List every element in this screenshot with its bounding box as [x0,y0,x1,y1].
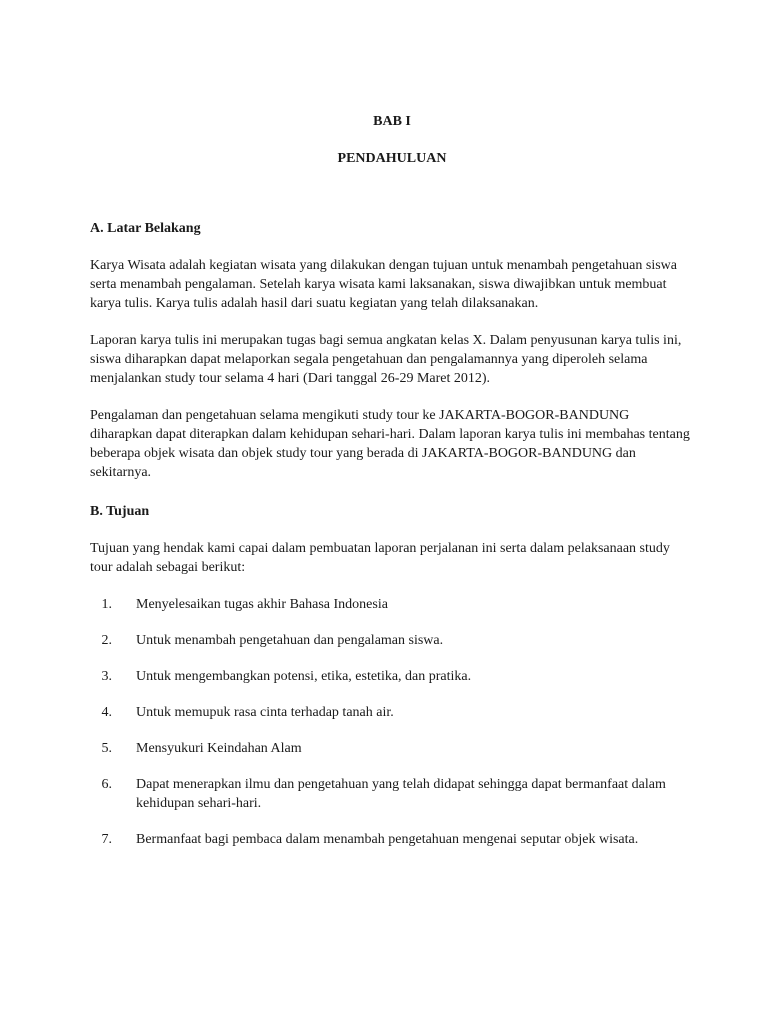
paragraph: Tujuan yang hendak kami capai dalam pembuatan laporan perjalanan ini serta dalam pelaksanaan study tour adalah sebagai berikut: [90,541,670,575]
list-item [90,595,690,614]
chapter-number: BAB I [373,114,411,129]
list-item [90,703,690,722]
objectives-list [90,595,690,849]
list-text: Untuk memupuk rasa cinta terhadap tanah air. [136,705,394,720]
list-number: 7. [101,832,112,847]
document-body [90,112,690,866]
list-item [90,667,690,686]
section-heading-tujuan: B. Tujuan [90,504,150,519]
list-text: Dapat menerapkan ilmu dan pengetahuan yang telah didapat sehingga dapat bermanfaat dalam kehidupan sehari-hari. [136,777,666,811]
list-text: Untuk menambah pengetahuan dan pengalaman siswa. [136,633,444,648]
list-number: 2. [101,633,112,648]
section-heading-latar-belakang: A. Latar Belakang [90,221,201,236]
chapter-title: PENDAHULUAN [337,151,447,166]
list-text: Menyelesaikan tugas akhir Bahasa Indonesia [136,597,388,612]
list-item [90,739,690,758]
paragraph: Pengalaman dan pengetahuan selama mengikuti study tour ke JAKARTA-BOGOR-BANDUNG diharapkan dapat diterapkan dalam kehidupan sehari-hari. Dalam laporan karya tulis ini membahas tentang beberapa objek wisata dan objek study tour yang berada di JAKARTA-BOGOR-BANDUNG dan sekitarnya. [90,408,690,480]
list-item [90,775,690,813]
list-item [90,631,690,650]
list-number: 1. [101,597,112,612]
paragraph: Laporan karya tulis ini merupakan tugas bagi semua angkatan kelas X. Dalam penyusunan karya tulis ini, siswa diharapkan dapat melaporkan segala pengetahuan dan pengalamannya yang diperoleh selama menjalankan study tour selama 4 hari (Dari tanggal 26-29 Maret 2012). [90,333,682,386]
list-text: Mensyukuri Keindahan Alam [136,741,302,756]
list-number: 6. [101,777,112,792]
list-item [90,830,690,849]
list-number: 5. [101,741,112,756]
list-text: Bermanfaat bagi pembaca dalam menambah pengetahuan mengenai seputar objek wisata. [136,832,639,847]
list-number: 4. [101,705,112,720]
list-text: Untuk mengembangkan potensi, etika, estetika, dan pratika. [136,669,472,684]
paragraph: Karya Wisata adalah kegiatan wisata yang dilakukan dengan tujuan untuk menambah pengetahuan siswa serta menambah pengalaman. Setelah karya wisata kami laksanakan, siswa diwajibkan untuk membuat karya tulis. Karya tulis adalah hasil dari suatu kegiatan yang telah dilaksanakan. [90,258,677,311]
list-number: 3. [101,669,112,684]
